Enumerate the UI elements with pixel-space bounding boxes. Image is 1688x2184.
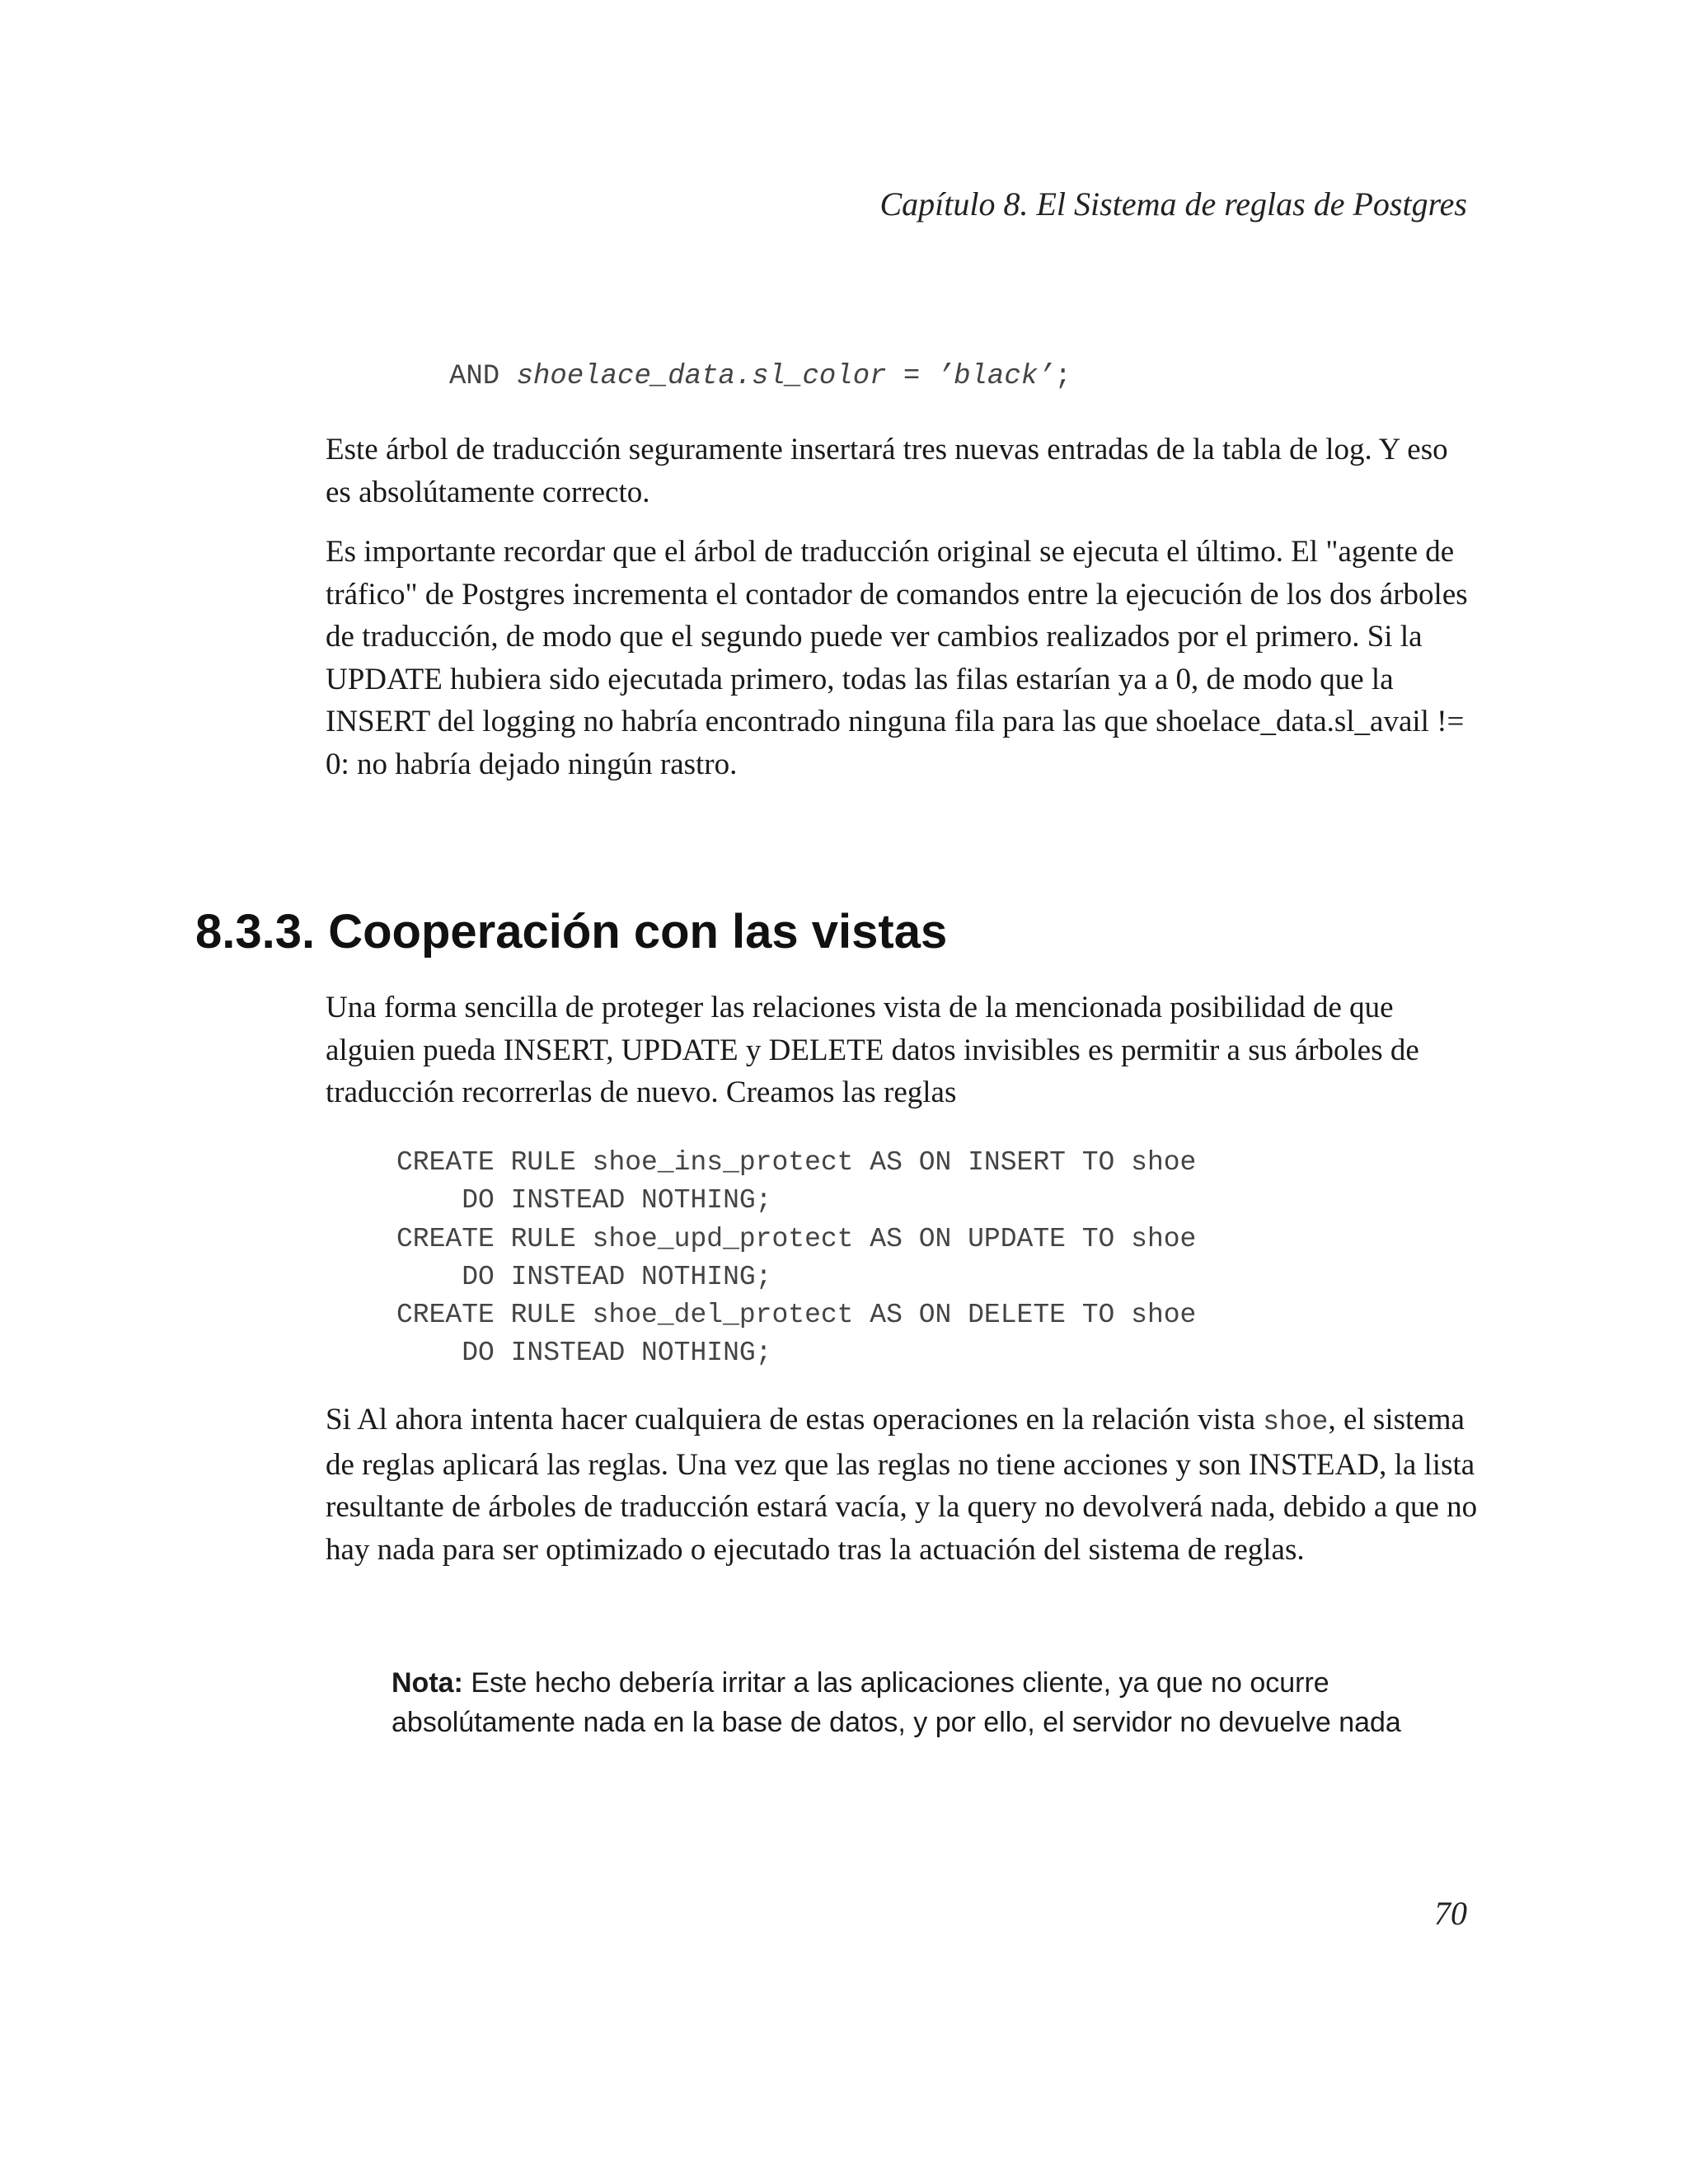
note-box (392, 1663, 1479, 1742)
paragraph-log-entries: Este árbol de traducción seguramente insertará tres nuevas entradas de la tabla de log. Y eso es absolútamente correcto. (326, 433, 1448, 509)
code-terminator: ; (1054, 361, 1071, 392)
section-heading: 8.3.3. Cooperación con las vistas (195, 905, 948, 958)
code-snippet-top (449, 358, 1071, 396)
code-keyword: AND (449, 361, 517, 392)
note-label: Nota: (392, 1667, 463, 1699)
paragraph-rule-effect-rest: , el sistema de reglas aplicará las reglas. Una vez que las reglas no tiene acciones y son INSTEAD, la lista resultante de árboles de traducción estará vacía, y la query no devolverá nada, debido a que no hay nada para ser optimizado o ejecutado tras la actuación del sistema de reglas. (326, 1403, 1478, 1567)
inline-code-shoe: shoe (1263, 1407, 1329, 1437)
note-text: Este hecho debería irritar a las aplicaciones cliente, ya que no ocurre absolútamente nada en la base de datos, y por ello, el servidor no devuelve nada (392, 1667, 1401, 1738)
code-block-rules: CREATE RULE shoe_ins_protect AS ON INSERT TO shoe DO INSTEAD NOTHING; CREATE RULE shoe_upd_protect AS ON UPDATE TO shoe DO INSTEAD NOTHING; CREATE RULE shoe_del_protect AS ON DELETE TO shoe DO INSTEAD NOTHING; (396, 1147, 1197, 1369)
page-number: 70 (1434, 1895, 1467, 1932)
paragraph-rule-effect-start: Si Al ahora intenta hacer cualquiera de estas operaciones en la relación vista (326, 1403, 1264, 1436)
paragraph-rule-effect (326, 1399, 1479, 1571)
paragraph-execution-order: Es importante recordar que el árbol de traducción original se ejecuta el último. El "agente de tráfico" de Postgres incrementa el contador de comandos entre la ejecución de los dos árboles de traducción, de modo que el segundo puede ver cambios realizados por el primero. Si la UPDATE hubiera sido ejecutada primero, todas las filas estarían ya a 0, de modo que la INSERT del logging no habría encontrado ninguna fila para las que shoelace_data.sl_avail != 0: no habría dejado ningún rastro. (326, 535, 1468, 781)
running-header: Capítulo 8. El Sistema de reglas de Postgres (879, 185, 1467, 223)
paragraph-section-intro: Una forma sencilla de proteger las relaciones vista de la mencionada posibilidad de que alguien pueda INSERT, UPDATE y DELETE datos invisibles es permitir a sus árboles de traducción recorrerlas de nuevo. Creamos las reglas (326, 991, 1419, 1109)
code-expression: shoelace_data.sl_color = ’black’ (516, 361, 1055, 392)
